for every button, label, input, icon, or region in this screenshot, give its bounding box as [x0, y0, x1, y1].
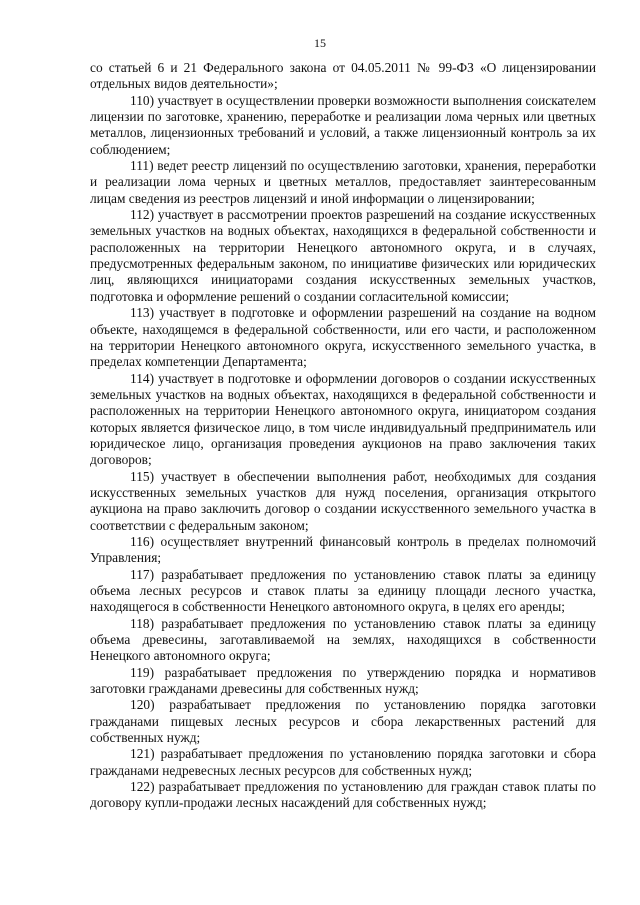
paragraph-item-115: 115) участвует в обеспечении выполнения работ, необходимых для создания искусственных земельных участков для нужд поселения, организация открытого аукциона на право заключить договор о создании искусственного земельного участка в соответствии с федеральным законом;	[90, 468, 596, 533]
paragraph-item-120: 120) разрабатывает предложения по установлению порядка заготовки гражданами пищевых лесных ресурсов и сбора лекарственных растений для собственных нужд;	[90, 697, 596, 746]
paragraph-item-113: 113) участвует в подготовке и оформлении разрешений на создание на водном объекте, находящемся в федеральной собственности, или его части, и расположенном на территории Ненецкого автономного округа, искусственного земельного участка, в пределах компетенции Департамента;	[90, 305, 596, 370]
paragraph-item-121: 121) разрабатывает предложения по установлению порядка заготовки и сбора гражданами недревесных лесных ресурсов для собственных нужд;	[90, 746, 596, 778]
paragraph-item-114: 114) участвует в подготовке и оформлении договоров о создании искусственных земельных участков на водных объектах, находящихся в федеральной собственности и расположенных на территории Ненецкого автономного округа, инициатором создания которых является физическое лицо, в том числе индивидуальный предприниматель или юридическое лицо, организация проведения аукционов на право заключения таких договоров;	[90, 370, 596, 468]
paragraph-item-122: 122) разрабатывает предложения по установлению для граждан ставок платы по договору купли-продажи лесных насаждений для собственных нужд;	[90, 779, 596, 811]
paragraph-item-110: 110) участвует в осуществлении проверки возможности выполнения соискателем лицензии по заготовке, хранению, переработке и реализации лома черных или цветных металлов, лицензионных требований и условий, а также лицензионный контроль за их соблюдением;	[90, 92, 596, 157]
paragraph-item-112: 112) участвует в рассмотрении проектов разрешений на создание искусственных земельных участков на водных объектах, находящихся в федеральной собственности и расположенных на территории Ненецкого автономного округа, и в случаях, предусмотренных федеральным законом, по инициативе физических или юридических лиц, являющихся инициаторами создания искусственных земельных участков, подготовка и оформление решений о создании согласительной комиссии;	[90, 207, 596, 304]
paragraph-item-118: 118) разрабатывает предложения по установлению ставок платы за единицу объема древесины, заготавливаемой на землях, находящихся в собственности Ненецкого автономного округа;	[90, 615, 596, 664]
document-body	[90, 60, 596, 812]
paragraph-item-111: 111) ведет реестр лицензий по осуществлению заготовки, хранения, переработки и реализации лома черных и цветных металлов, предоставляет заинтересованным лицам сведения из реестров лицензий и иной информации о лицензировании;	[90, 158, 596, 206]
paragraph-item-119: 119) разрабатывает предложения по утверждению порядка и нормативов заготовки гражданами древесины для собственных нужд;	[90, 664, 596, 697]
paragraph-item-117: 117) разрабатывает предложения по установлению ставок платы за единицу объема лесных ресурсов и ставок платы за единицу площади лесного участка, находящегося в собственности Ненецкого автономного округа, в целях его аренды;	[90, 566, 596, 615]
paragraph-item-116: 116) осуществляет внутренний финансовый контроль в пределах полномочий Управления;	[90, 533, 596, 566]
page-number: 15	[314, 36, 326, 50]
paragraph-continuation: со статьей 6 и 21 Федерального закона от 04.05.2011 № 99-ФЗ «О лицензировании отдельных видов деятельности»;	[90, 60, 596, 92]
